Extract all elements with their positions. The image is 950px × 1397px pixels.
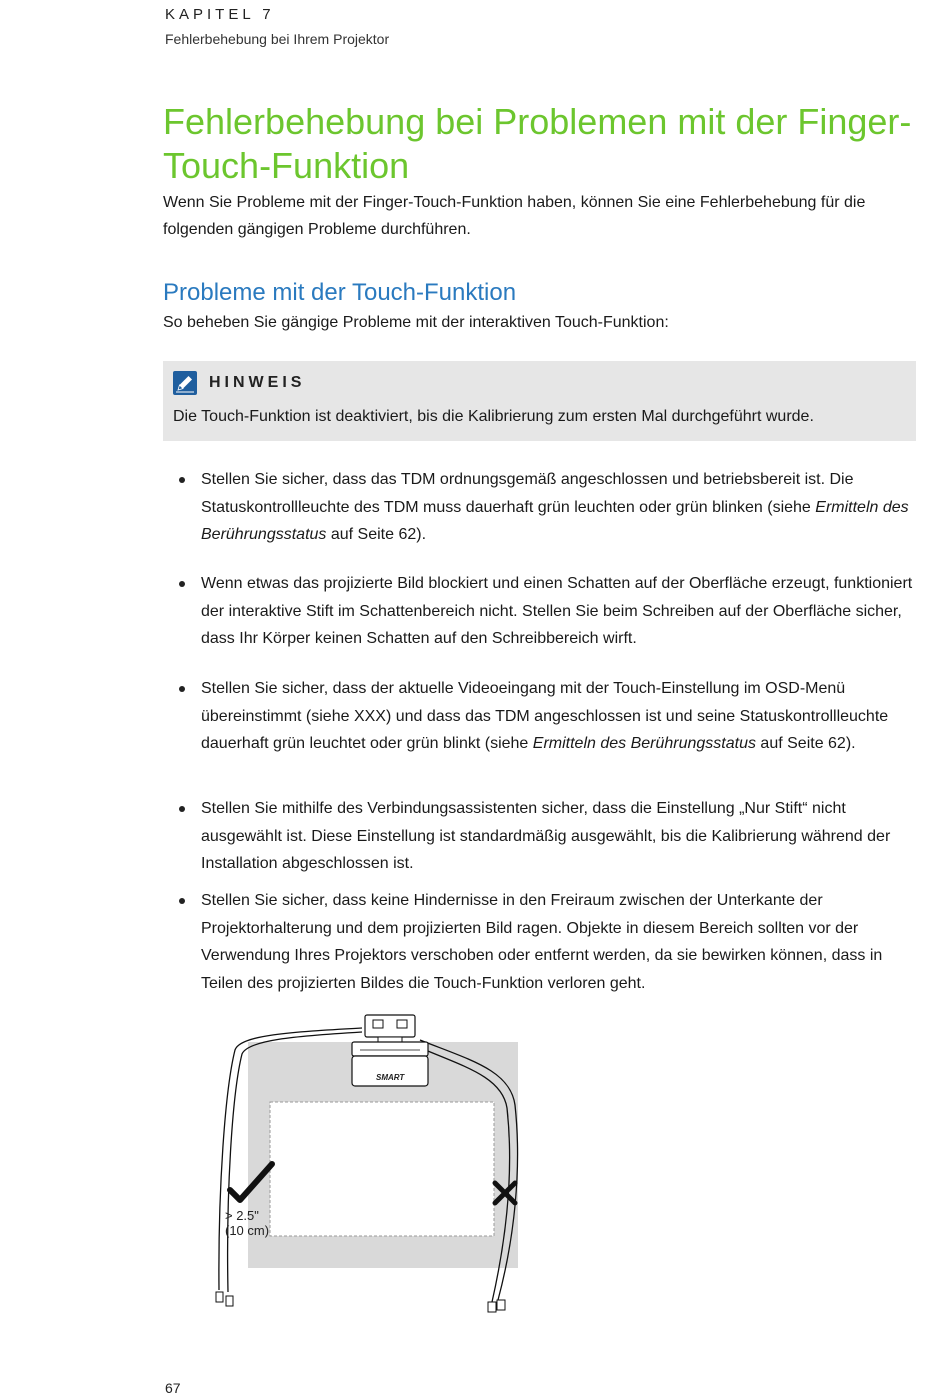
list-item-text: Stellen Sie sicher, dass das TDM ordnungsgemäß angeschlossen und betriebsbereit ist. Die Statuskontrollleuchte des TDM muss dauerhaft grün leuchten oder grün blinken (siehe Ermitteln des Berührungsstatus auf Seite 62).: [201, 471, 909, 543]
bullet-dot: [179, 806, 185, 812]
note-text: Die Touch-Funktion ist deaktiviert, bis die Kalibrierung zum ersten Mal durchgeführt wurde.: [173, 408, 814, 425]
cross-reference-link: Ermitteln des Berührungsstatus: [532, 735, 756, 752]
list-item-text: Stellen Sie sicher, dass keine Hindernisse in den Freiraum zwischen der Unterkante der Projektorhalterung und dem projizierten Bild ragen. Objekte in diesem Bereich sollten vor der Verwendung Ihres Projektors verschoben oder entfernt werden, da sie bewirken können, dass in Teilen des projizierten Bildes die Touch-Funktion verloren geht.: [201, 892, 883, 992]
chapter-label: KAPITEL 7: [165, 6, 275, 23]
page-number: 67: [165, 1380, 181, 1396]
bullet-dot: [179, 686, 185, 692]
section-lead: So beheben Sie gängige Probleme mit der interaktiven Touch-Funktion:: [163, 314, 669, 331]
section-heading: Probleme mit der Touch-Funktion: [163, 279, 517, 306]
projector-brand-logo: SMART: [376, 1073, 405, 1082]
cross-reference-link: Ermitteln des Berührungsstatus: [201, 498, 909, 543]
checkmark-icon: [226, 1160, 276, 1215]
bullet-dot: [179, 581, 185, 587]
clearance-label-cm: (10 cm): [225, 1223, 270, 1238]
page-title: [163, 100, 923, 188]
list-item-text: Stellen Sie mithilfe des Verbindungsassistenten sicher, dass die Einstellung „Nur Stift“ nicht ausgewählt ist. Diese Einstellung ist standardmäßig ausgewählt, bis die Kalibrierung während der Installation abgeschlossen ist.: [201, 800, 891, 872]
installation-figure: [210, 1010, 540, 1320]
pencil-note-icon: [173, 371, 197, 395]
list-item-text: Stellen Sie sicher, dass der aktuelle Videoeingang mit der Touch-Einstellung im OSD-Menü übereinstimmt (siehe XXX) und dass das TDM angeschlossen ist und seine Statuskontrollleuchte dauerhaft grün leuchtet oder grün blinkt (siehe Ermitteln des Berührungsstatus auf Seite 62).: [201, 680, 889, 752]
note-label: HINWEIS: [209, 374, 306, 391]
cross-icon: [490, 1178, 520, 1213]
note-box: [163, 361, 916, 441]
chapter-subtitle: Fehlerbehebung bei Ihrem Projektor: [165, 31, 390, 47]
page-title-line-1: Fehlerbehebung bei Problemen mit der Finger-: [163, 101, 912, 142]
list-item-text: Wenn etwas das projizierte Bild blockiert und einen Schatten auf der Oberfläche erzeugt, funktioniert der interaktive Stift im Schattenbereich nicht. Stellen Sie beim Schreiben auf der Oberfläche sicher, dass Ihr Körper keinen Schatten auf den Schreibbereich wirft.: [201, 575, 913, 647]
page-title-line-2: Touch-Funktion: [163, 145, 410, 186]
bullet-dot: [179, 898, 185, 904]
bullet-dot: [179, 477, 185, 483]
clearance-label-inches: > 2.5": [225, 1208, 259, 1223]
intro-paragraph: Wenn Sie Probleme mit der Finger-Touch-Funktion haben, können Sie eine Fehlerbehebung für die folgenden gängigen Probleme durchführen.: [163, 194, 866, 238]
